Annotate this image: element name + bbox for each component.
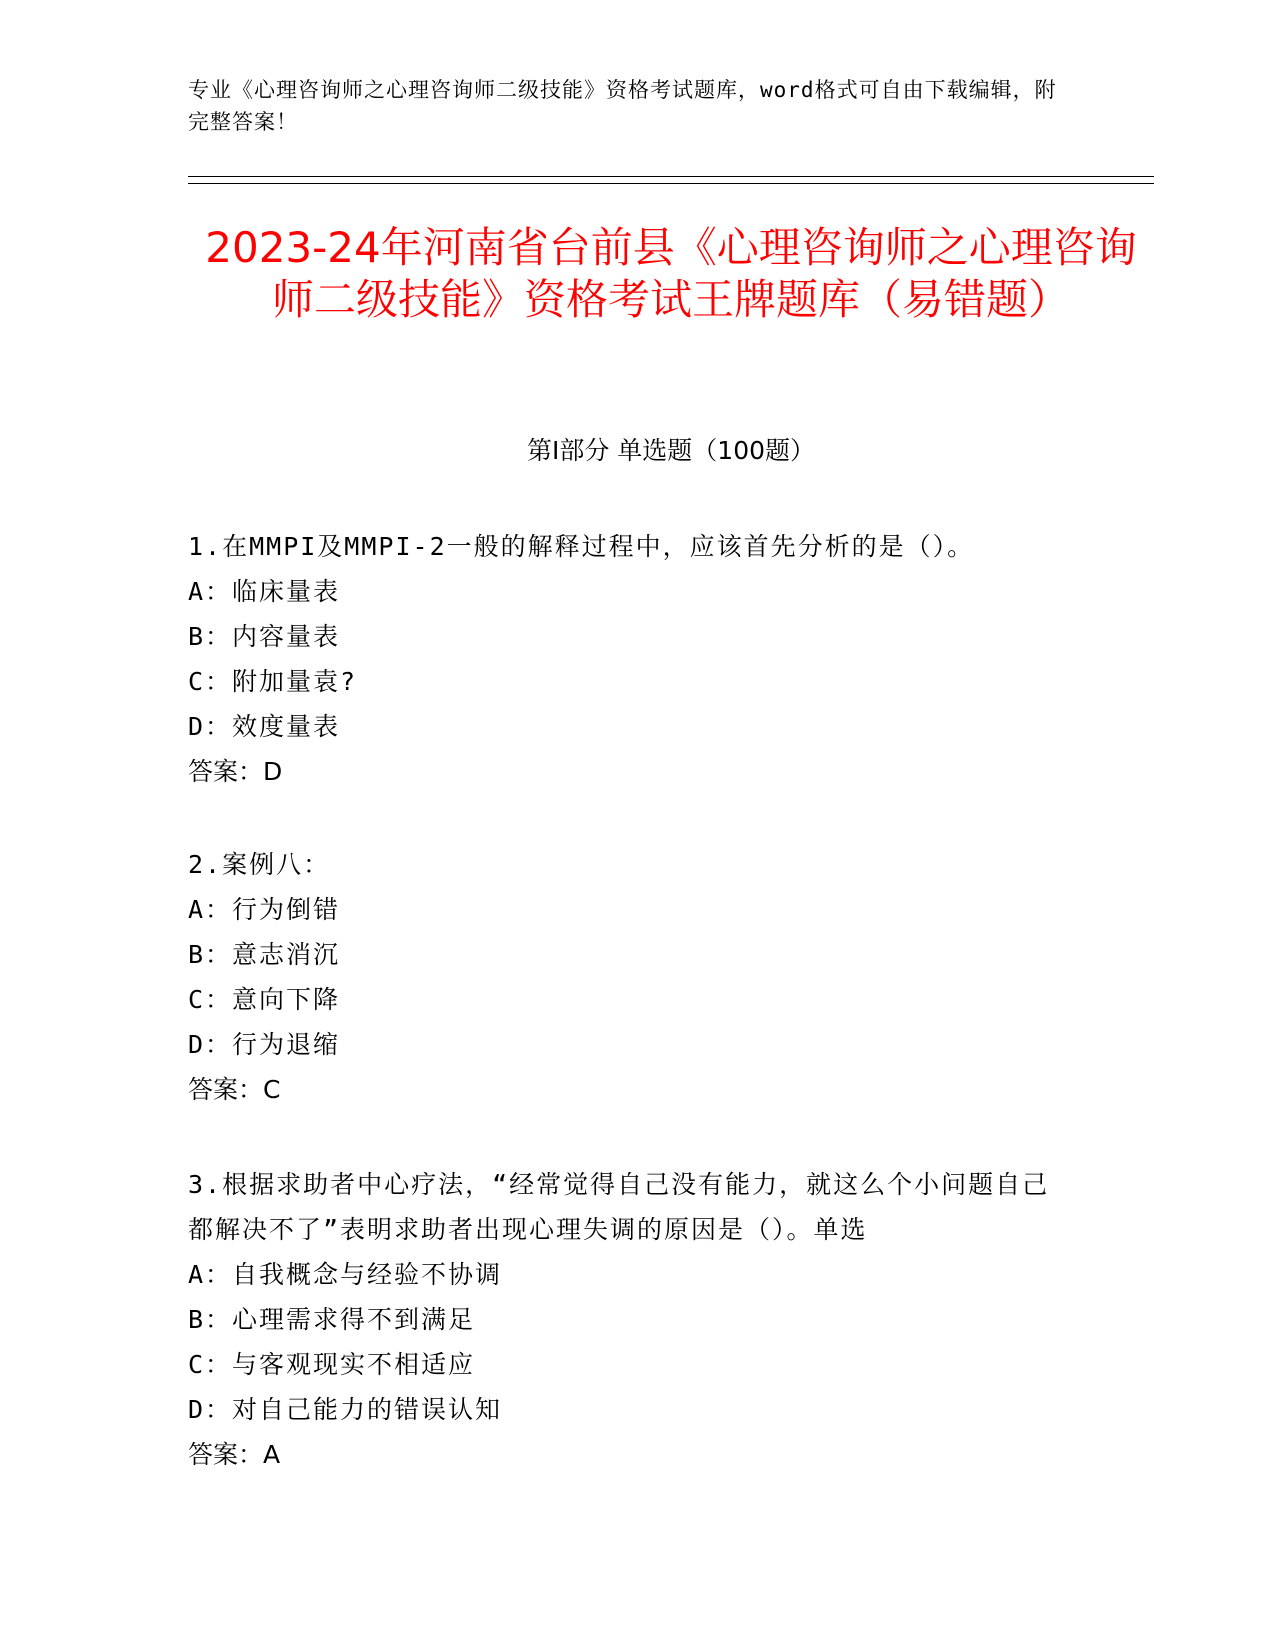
section-heading: 第I部分 单选题（100题）	[526, 436, 816, 465]
document-title: 2023-24年河南省台前县《心理咨询师之心理咨询师二级技能》资格考试王牌题库（易错题）	[205, 223, 1137, 324]
question-block	[188, 842, 1068, 1112]
question-option: C：意向下降	[188, 985, 341, 1014]
question-stem: 3.根据求助者中心疗法，“经常觉得自己没有能力，就这么个小问题自己都解决不了”表明求助者出现心理失调的原因是（）。单选	[188, 1170, 1050, 1244]
question-option: A：行为倒错	[188, 895, 341, 924]
question-option: D：对自己能力的错误认知	[188, 1395, 503, 1424]
question-answer: 答案：A	[188, 1440, 281, 1469]
question-option: B：意志消沉	[188, 940, 341, 969]
question-option: B：内容量表	[188, 622, 341, 651]
question-option: A：临床量表	[188, 577, 341, 606]
question-option: C：附加量袁?	[188, 667, 358, 696]
question-stem: 2.案例八：	[188, 850, 331, 879]
question-stem: 1.在MMPI及MMPI-2一般的解释过程中，应该首先分析的是（）。	[188, 532, 975, 561]
question-option: D：效度量表	[188, 712, 341, 741]
question-option: B：心理需求得不到满足	[188, 1305, 476, 1334]
question-answer: 答案：C	[188, 1075, 281, 1104]
header-note: 专业《心理咨询师之心理咨询师二级技能》资格考试题库，word格式可自由下载编辑，附完整答案！	[188, 78, 1057, 134]
question-option: A：自我概念与经验不协调	[188, 1260, 503, 1289]
question-answer: 答案：D	[188, 757, 283, 786]
header-divider-bottom	[188, 183, 1154, 184]
question-option: D：行为退缩	[188, 1030, 341, 1059]
question-option: C：与客观现实不相适应	[188, 1350, 476, 1379]
question-block	[188, 1162, 1068, 1477]
header-divider-top	[188, 176, 1154, 177]
question-block	[188, 524, 1068, 794]
